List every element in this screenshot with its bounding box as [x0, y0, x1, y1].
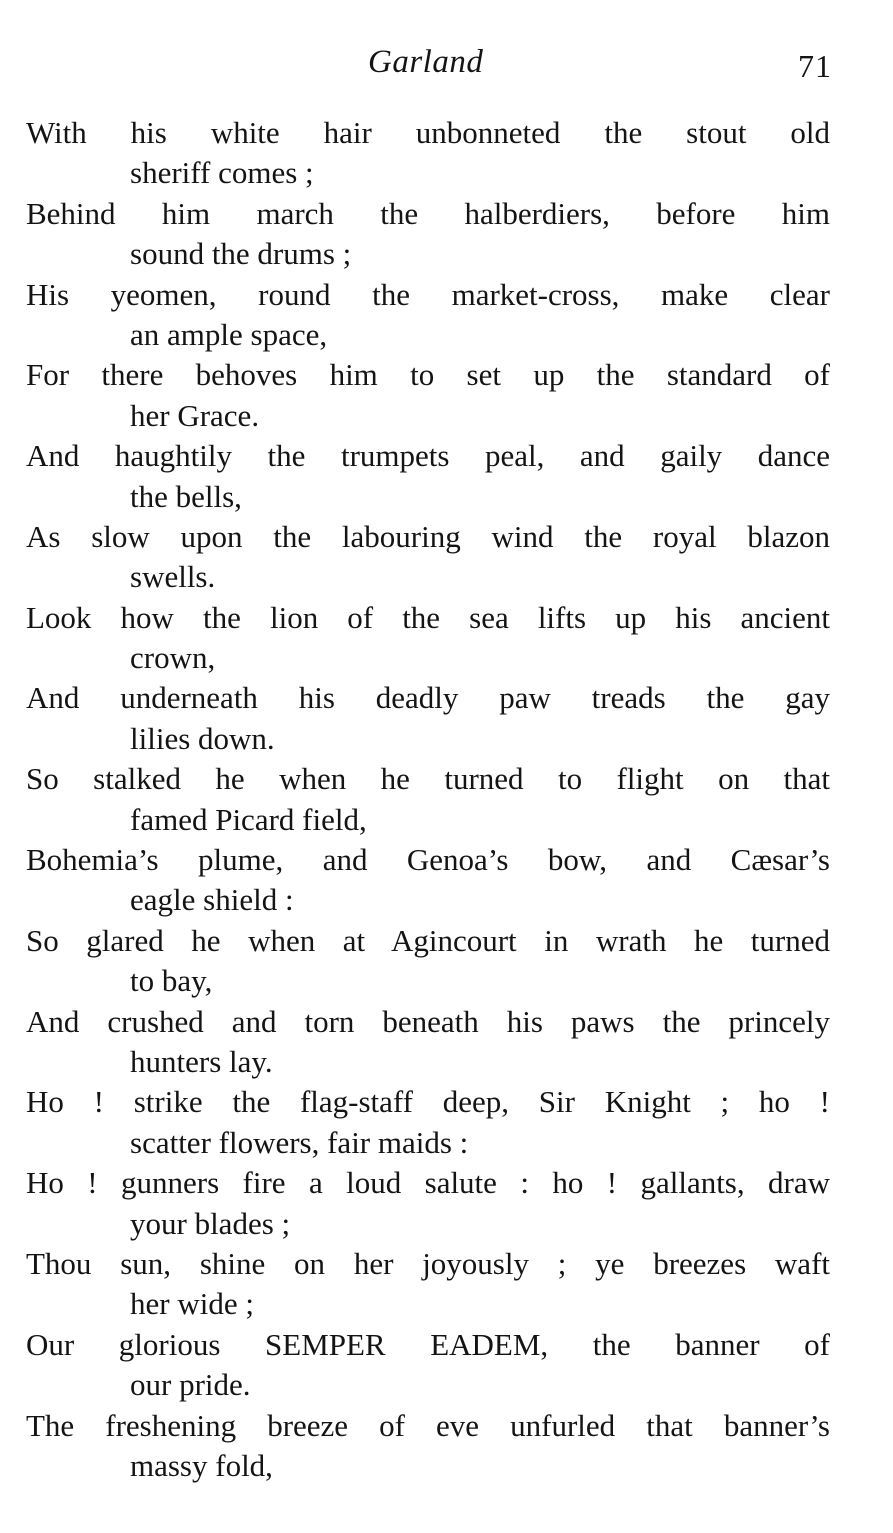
verse-first-line: For there behoves him to set up the standard of	[26, 357, 830, 393]
verse-first-line: So stalked he when he turned to flight on that	[26, 761, 830, 797]
poem-text	[18, 113, 830, 1486]
verse-first-line: And underneath his deadly paw treads the gay	[26, 680, 830, 716]
verse	[18, 517, 830, 598]
verse	[18, 1163, 830, 1244]
verse-continuation-line: eagle shield :	[130, 882, 294, 918]
verse-first-line: Ho ! gunners fire a loud salute : ho ! gallants, draw	[26, 1165, 830, 1201]
verse	[18, 921, 830, 1002]
verse-continuation-line: her wide ;	[130, 1286, 254, 1322]
verse-continuation-line: famed Picard field,	[130, 801, 367, 837]
verse-continuation-line: the bells,	[130, 478, 242, 514]
verse-first-line: Bohemia’s plume, and Genoa’s bow, and Cæsar’s	[26, 842, 830, 878]
verse	[18, 355, 830, 436]
verse-first-line: Behind him march the halberdiers, before him	[26, 195, 830, 231]
verse	[18, 436, 830, 517]
verse-first-line: Look how the lion of the sea lifts up his ancient	[26, 599, 830, 635]
verse-continuation-line: sound the drums ;	[130, 236, 352, 272]
page-number: 71	[798, 48, 832, 84]
verse-continuation-line: swells.	[130, 559, 216, 595]
running-title: Garland	[368, 44, 484, 80]
verse-first-line: Our glorious SEMPER EADEM, the banner of	[26, 1326, 830, 1362]
verse	[18, 678, 830, 759]
verse-first-line: His yeomen, round the market-cross, make clear	[26, 276, 830, 312]
verse-continuation-line: massy fold,	[130, 1447, 273, 1483]
verse	[18, 1406, 830, 1487]
verse	[18, 194, 830, 275]
verse-first-line: As slow upon the labouring wind the royal blazon	[26, 518, 830, 554]
verse-continuation-line: hunters lay.	[130, 1043, 273, 1079]
verse-continuation-line: sheriff comes ;	[130, 155, 314, 191]
verse-first-line: Thou sun, shine on her joyously ; ye breezes waft	[26, 1245, 830, 1281]
verse	[18, 1325, 830, 1406]
verse-continuation-line: our pride.	[130, 1367, 251, 1403]
verse-first-line: So glared he when at Agincourt in wrath he turned	[26, 922, 830, 958]
verse-continuation-line: lilies down.	[130, 720, 275, 756]
verse-continuation-line: your blades ;	[130, 1205, 291, 1241]
verse-continuation-line: scatter flowers, fair maids :	[130, 1124, 469, 1160]
verse-continuation-line: crown,	[130, 640, 216, 676]
verse	[18, 759, 830, 840]
running-head	[0, 40, 893, 90]
verse	[18, 1244, 830, 1325]
verse	[18, 275, 830, 356]
verse-first-line: And crushed and torn beneath his paws the princely	[26, 1003, 830, 1039]
verse-continuation-line: to bay,	[130, 963, 213, 999]
verse-first-line: With his white hair unbonneted the stout old	[26, 115, 830, 150]
verse	[18, 1082, 830, 1163]
verse	[18, 840, 830, 921]
verse	[18, 598, 830, 679]
verse	[18, 1002, 830, 1083]
verse	[18, 113, 830, 194]
verse-continuation-line: her Grace.	[130, 397, 260, 433]
verse-continuation-line: an ample space,	[130, 316, 328, 352]
verse-first-line: The freshening breeze of eve unfurled that banner’s	[26, 1407, 830, 1443]
verse-first-line: Ho ! strike the flag-staff deep, Sir Knight ; ho !	[26, 1084, 830, 1120]
verse-first-line: And haughtily the trumpets peal, and gaily dance	[26, 438, 830, 474]
